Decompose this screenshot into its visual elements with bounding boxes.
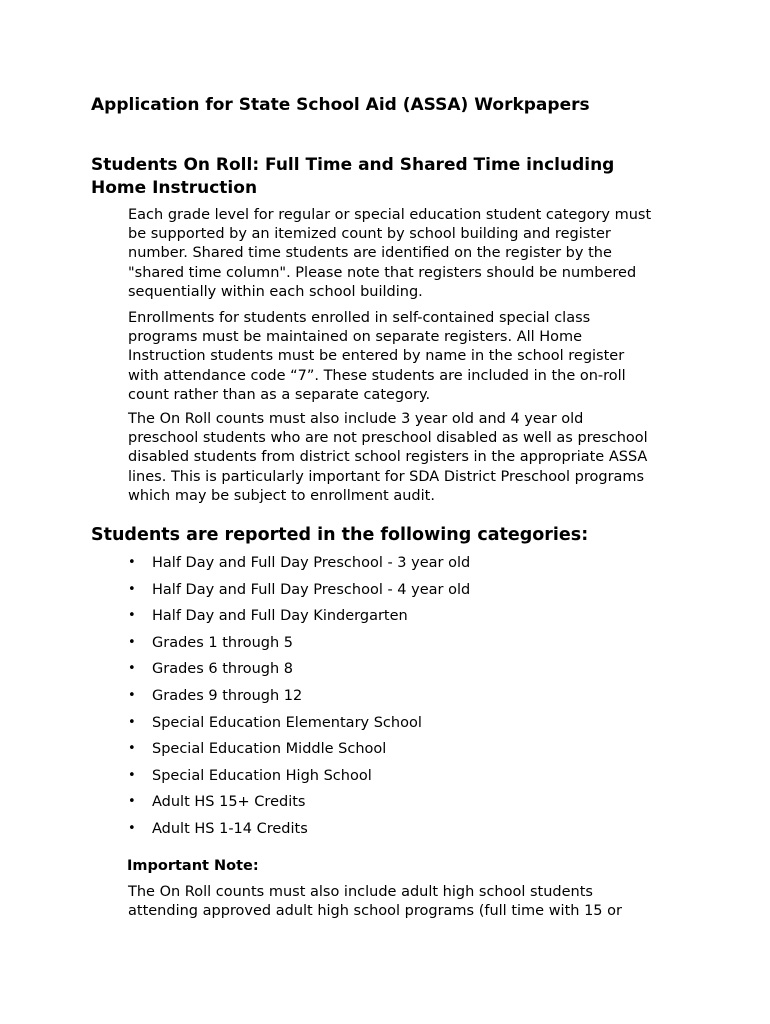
bullet-icon: • xyxy=(128,608,136,624)
list-item-label: Half Day and Full Day Kindergarten xyxy=(152,608,408,625)
list-item xyxy=(128,658,470,685)
list-item xyxy=(128,791,470,818)
important-note-heading: Important Note: xyxy=(127,858,259,874)
section-heading xyxy=(91,154,651,200)
list-item-label: Grades 6 through 8 xyxy=(152,661,294,678)
categories-heading: Students are reported in the following categories: xyxy=(91,525,589,545)
list-item xyxy=(128,579,470,606)
paragraph-line: attending approved adult high school programs (full time with 15 or xyxy=(128,903,622,920)
list-item-label: Adult HS 15+ Credits xyxy=(152,794,306,811)
paragraph-line: Each grade level for regular or special education student category must xyxy=(128,207,652,223)
list-item xyxy=(128,765,470,792)
list-item-label: Grades 1 through 5 xyxy=(152,634,294,651)
paragraph-line: lines. This is particularly important for SDA District Preschool programs xyxy=(128,468,645,485)
list-item-label: Half Day and Full Day Preschool - 3 year old xyxy=(152,555,471,571)
paragraph-line: preschool students who are not preschool disabled as well as preschool xyxy=(128,430,648,447)
paragraph-line: Enrollments for students enrolled in self-contained special class xyxy=(128,310,591,326)
bullet-icon: • xyxy=(128,714,136,730)
paragraph-special-class-enrollments xyxy=(128,309,688,405)
paragraph-line: be supported by an itemized count by school building and register xyxy=(128,226,611,243)
paragraph-line: The On Roll counts must also include 3 year old and 4 year old xyxy=(128,411,584,427)
list-item-label: Half Day and Full Day Preschool - 4 year old xyxy=(152,581,471,598)
paragraph-line: count rather than as a separate category. xyxy=(128,386,431,403)
paragraph-line: programs must be maintained on separate registers. All Home xyxy=(128,329,583,346)
list-item-label: Adult HS 1-14 Credits xyxy=(152,820,308,837)
bullet-icon: • xyxy=(128,767,136,783)
paragraph-adult-hs-note xyxy=(128,883,688,921)
bullet-icon: • xyxy=(128,661,136,677)
categories-list xyxy=(128,552,470,845)
bullet-icon: • xyxy=(128,581,136,597)
document-title: Application for State School Aid (ASSA) Workpapers xyxy=(91,95,590,115)
section-heading-line: Students On Roll: Full Time and Shared Time including xyxy=(91,155,615,175)
paragraph-preschool-counts xyxy=(128,410,688,506)
paragraph-line: Instruction students must be entered by name in the school register xyxy=(128,348,625,365)
paragraph-line: which may be subject to enrollment audit. xyxy=(128,487,435,504)
list-item xyxy=(128,552,470,579)
bullet-icon: • xyxy=(128,687,136,703)
list-item-label: Special Education Elementary School xyxy=(152,714,422,731)
list-item-label: Grades 9 through 12 xyxy=(152,687,303,704)
paragraph-line: number. Shared time students are identified on the register by the xyxy=(128,245,612,262)
paragraph-register-requirements xyxy=(128,206,688,302)
list-item xyxy=(128,738,470,765)
list-item xyxy=(128,685,470,712)
list-item xyxy=(128,632,470,659)
bullet-icon: • xyxy=(128,555,136,570)
list-item-label: Special Education Middle School xyxy=(152,741,387,758)
bullet-icon: • xyxy=(128,634,136,650)
list-item xyxy=(128,605,470,632)
paragraph-line: The On Roll counts must also include adult high school students xyxy=(128,884,593,900)
paragraph-line: disabled students from district school registers in the appropriate ASSA xyxy=(128,449,648,466)
bullet-icon: • xyxy=(128,820,136,836)
section-heading-line: Home Instruction xyxy=(91,178,258,198)
paragraph-line: sequentially within each school building. xyxy=(128,283,423,300)
list-item xyxy=(128,712,470,739)
list-item-label: Special Education High School xyxy=(152,767,372,784)
bullet-icon: • xyxy=(128,741,136,757)
paragraph-line: "shared time column". Please note that registers should be numbered xyxy=(128,264,637,281)
list-item xyxy=(128,818,470,845)
paragraph-line: with attendance code “7”. These students are included in the on-roll xyxy=(128,367,626,384)
bullet-icon: • xyxy=(128,794,136,810)
